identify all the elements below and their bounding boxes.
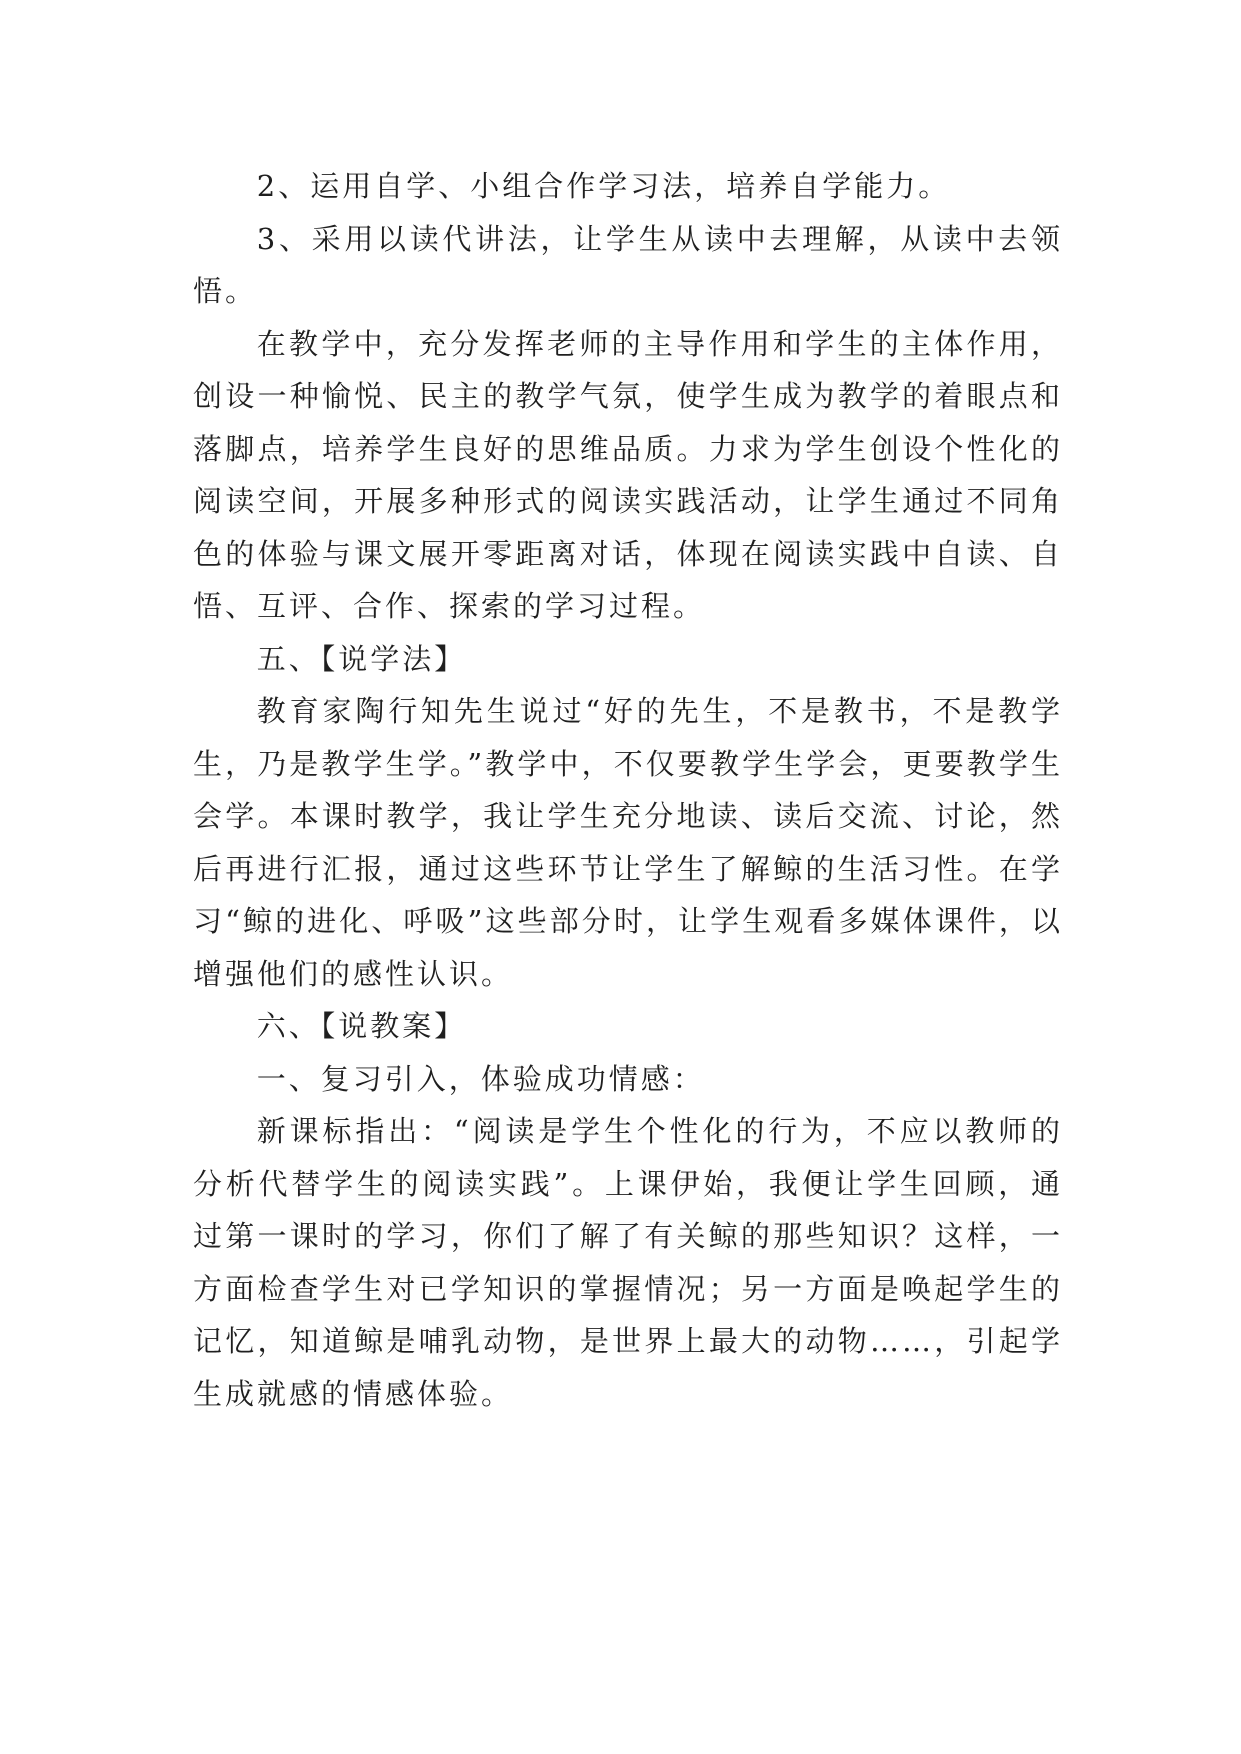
paragraph-teaching-approach: 在教学中，充分发挥老师的主导作用和学生的主体作用，创设一种愉悦、民主的教学气氛，使学生成为教学的着眼点和落脚点，培养学生良好的思维品质。力求为学生创设个性化的阅读空间，开展多种形式的阅读实践活动，让学生通过不同角色的体验与课文展开零距离对话，体现在阅读实践中自读、自悟、互评、合作、探索的学习过程。 (193, 326, 1063, 623)
section-heading-study-method: 五、【说学法】 (256, 641, 467, 676)
paragraph-review-intro: 新课标指出：“阅读是学生个性化的行为，不应以教师的分析代替学生的阅读实践”。上课伊始，我便让学生回顾，通过第一课时的学习，你们了解了有关鲸的那些知识？这样，一方面检查学生对已学知识的掌握情况；另一方面是唤起学生的记忆，知道鲸是哺乳动物，是世界上最大的动物……，引起学生成就感的情感体验。 (193, 1114, 1063, 1411)
section-heading-lesson-plan: 六、【说教案】 (256, 1009, 467, 1043)
paragraph-method-2: 2、运用自学、小组合作学习法，培养自学能力。 (256, 169, 951, 203)
document-body (193, 160, 1063, 1420)
paragraph-method-3: 3、采用以读代讲法，让学生从读中去理解，从读中去领悟。 (193, 221, 1063, 308)
paragraph-study-method: 教育家陶行知先生说过“好的先生，不是教书，不是教学生，乃是教学生学。”教学中，不仅要教学生学会，更要教学生会学。本课时教学，我让学生充分地读、读后交流、讨论，然后再进行汇报，通过这些环节让学生了解鲸的生活习性。在学习“鲸的进化、呼吸”这些部分时，让学生观看多媒体课件，以增强他们的感性认识。 (193, 694, 1063, 991)
subheading-review-intro: 一、复习引入，体验成功情感： (256, 1061, 705, 1096)
